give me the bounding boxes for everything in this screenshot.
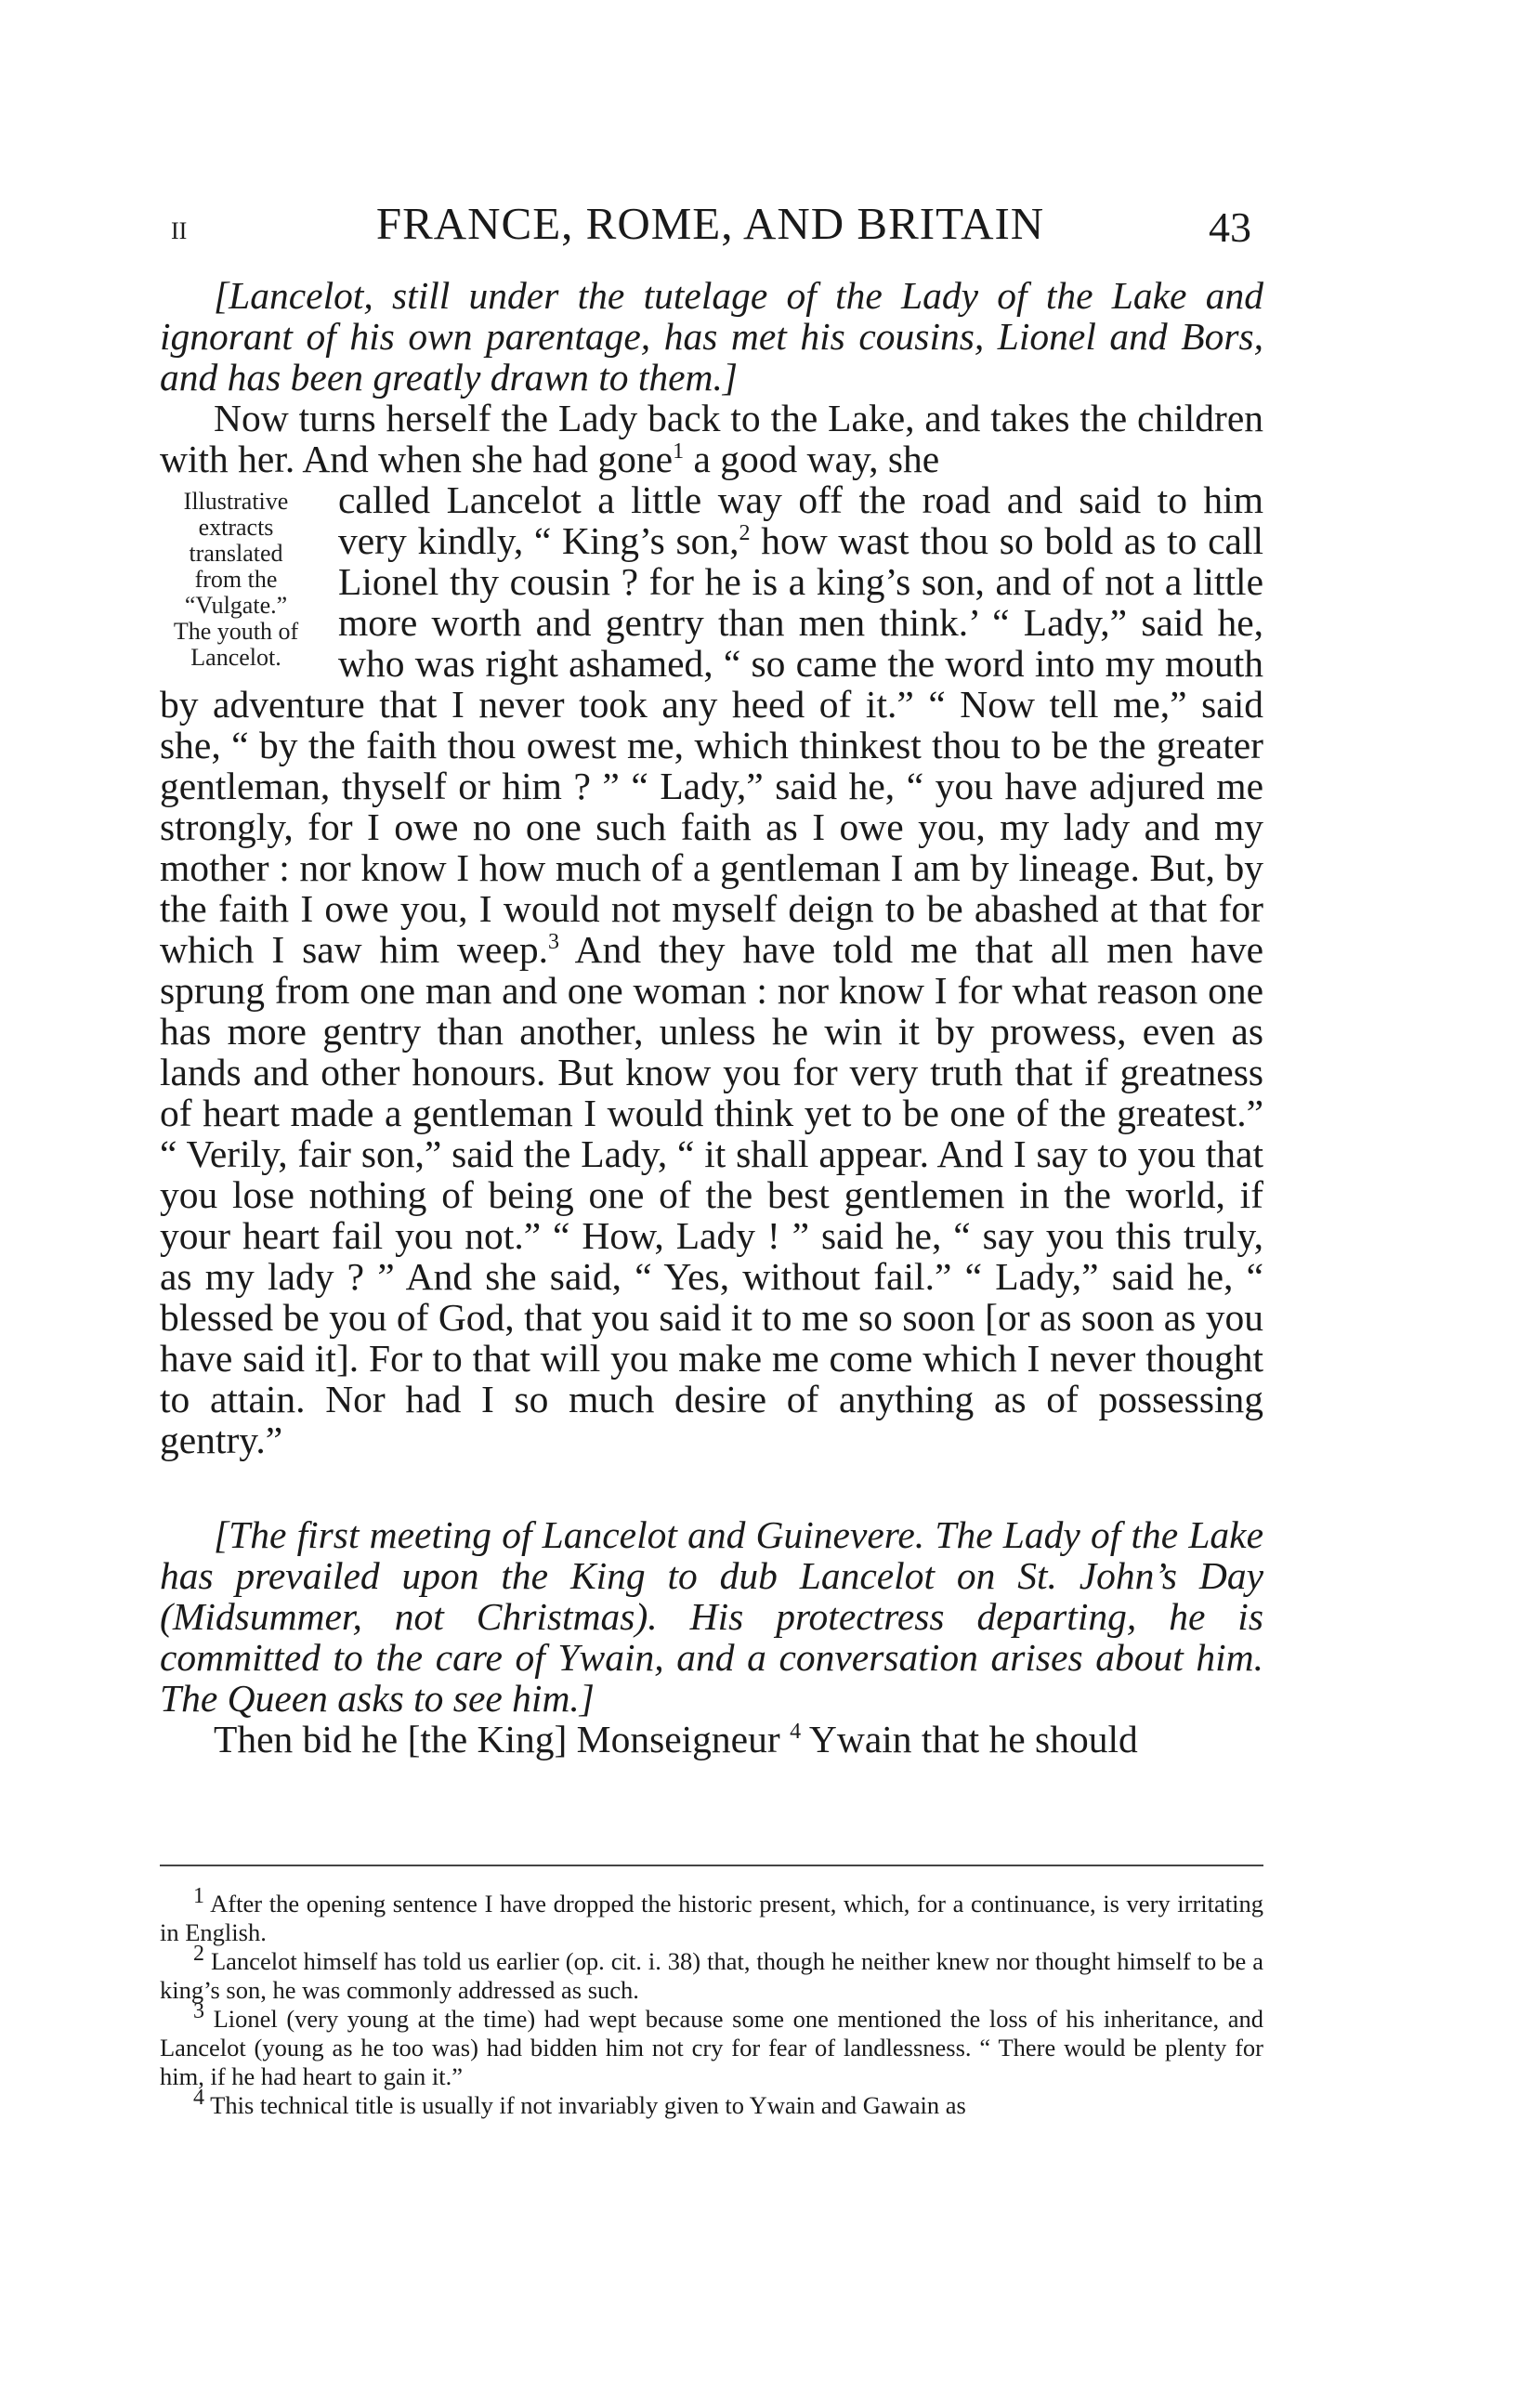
footnote-mark: 2: [193, 1942, 204, 1967]
footnote-ref-3: 3: [547, 930, 559, 955]
footnote-3: [160, 1999, 1263, 2091]
sidenote-line: Illustrative: [183, 488, 289, 515]
text-run: called Lancelot a little way off the road and said to him very kindly, “ King’s son,: [338, 478, 1263, 562]
text-run: Ywain that he should: [801, 1718, 1138, 1760]
footnote-4: [160, 2086, 1263, 2120]
main-text: [160, 275, 1263, 1760]
footnote-ref-2: 2: [739, 521, 751, 546]
page-number: 43: [1209, 203, 1251, 251]
paragraph-gap: [160, 1460, 1263, 1514]
section-number: II: [171, 217, 188, 244]
text-run: how wast thou so bold as to call Lionel thy cousin ? for he is a king’s son, and of not a little more worth and gentry than men think.’ “ Lady,” said he, who was right ashamed, “ so came the word into my mouth by adventure that I never took any heed of it.” “ Now tell me,” said she, “ by: [160, 519, 1264, 766]
text-run: Then bid he [the King] Monseigneur: [214, 1718, 780, 1760]
editorial-summary-2: [The first meeting of Lancelot and Guinevere. The Lady of the Lake has prevailed upon the King to dub Lancelot on St. John’s Day (Midsummer, not Christmas). His protectress departing, he is committed to the care of Ywain, and a conversation arises about him. The Queen asks to see him.]: [160, 1513, 1263, 1720]
editorial-summary-1: [Lancelot, still under the tutelage of the Lady of the Lake and ignorant of his own parentage, has met his cousins, Lionel and Bors, and has been greatly drawn to them.]: [160, 274, 1263, 399]
sidenote-line: from the: [194, 566, 278, 593]
footnote-1: [160, 1884, 1263, 1947]
sidenote-line: Lancelot.: [190, 644, 281, 671]
sidenote-line: extracts: [198, 514, 274, 541]
footnote-mark: 4: [193, 2086, 204, 2111]
footnote-mark: 3: [193, 1999, 204, 2024]
margin-sidenote: [152, 489, 320, 671]
sidenote-line: “Vulgate.”: [184, 592, 288, 619]
footnote-ref-4: 4: [790, 1720, 802, 1745]
paragraph-king-bids: [160, 1719, 1263, 1760]
footnote-text: After the opening sentence I have dropped the historic present, which, for a continuance, is very irritating in English.: [160, 1890, 1263, 1946]
text-run: And they have told me that all men have sprung from one man and one woman : nor know I for what reason one has more gentry than another, unless he win it by prowess, even as lands and other honours. But know you for very truth that if greatness of heart made a gentleman I would think yet to be one of the greatest.” “ Verily, fair son,” said the Lady, “ it shall appear. And I say to you that you lose nothing of being one of the best gentlemen in the world, if your heart fail you not.” “ How, Lady ! ” said he, “ say you this truly, as my lady ? ” And she said, “ Yes, without fail.” “ Lady,” said he, “ blessed be you of God, that you said it to me so soon [or as soon as you have said it]. For to that will you make me come which I never thought to attain. Nor had I so much desire of anything as of possessing gentry.”: [160, 928, 1263, 1461]
footnote-text: Lionel (very young at the time) had wept because some one mentioned the loss of his inheritance, and Lancelot (young as he too was) had bidden him not cry for fear of landlessness. “ There would be plenty for him, if he had heart to gain it.”: [160, 2005, 1263, 2090]
footnote-2: [160, 1942, 1264, 2005]
footnote-text: This technical title is usually if not invariably given to Ywain and Gawain as: [210, 2091, 966, 2119]
text-run: the faith thou owest me, which thinkest thou to be the greater gentleman, thyself or him ? ” “ Lady,” said he, “ you have adjured me strongly, for I owe no one such faith as I owe you, my lady and my mother : nor know I how much of a gentleman I am by lineage. But, by the faith I owe you, I would not myself deign to be abashed at that for which I saw him weep.: [160, 724, 1263, 971]
footnote-text: Lancelot himself has told us earlier (op. cit. i. 38) that, though he neither knew nor thought himself to be a king’s son, he was commonly addressed as such.: [160, 1947, 1264, 2004]
footnote-rule: [160, 1865, 1263, 1866]
sidenote-line: translated: [189, 540, 283, 567]
footnote-mark: 1: [193, 1884, 204, 1909]
footnotes: [160, 1884, 1264, 2120]
paragraph-continuation: [160, 479, 1263, 1460]
sidenote-line: The youth of: [173, 618, 299, 645]
running-title: FRANCE, ROME, AND BRITAIN: [375, 198, 1045, 249]
paragraph-lady-returns: [160, 398, 1263, 479]
text-run: Now turns herself the Lady back to the Lake, and takes the children with her. And when she had gone: [160, 397, 1263, 480]
footnote-ref-1: 1: [673, 439, 685, 465]
running-header: [160, 197, 1261, 262]
text-run: a good way, she: [684, 438, 940, 480]
